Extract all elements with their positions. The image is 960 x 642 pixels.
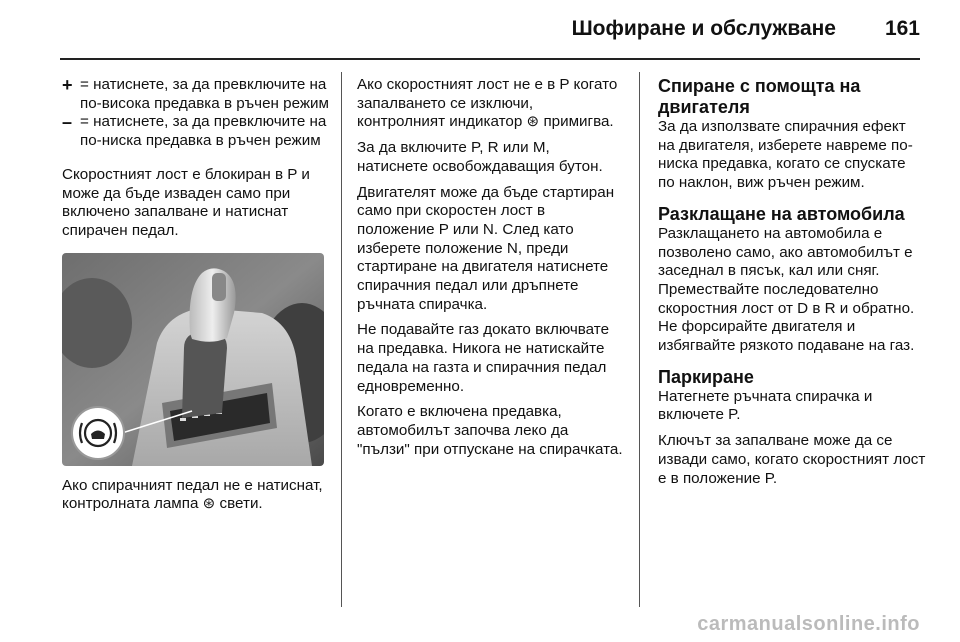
minus-legend [62,113,330,150]
header-rule [60,58,920,60]
warning-lamp-paragraph: Ако спирачният педал не е натиснат, контролната лампа ⊛ свети. [62,476,323,513]
col2-paragraph-1: Ако скоростният лост не е в P когато запалването се изключи, контролният индикатор ⊛ примигва. [357,76,618,131]
col2-paragraph-5: Когато е включена предавка, автомобилът започва леко да "пълзи" при отпускане на спирачката. [357,403,623,458]
heading-parking: Паркиране [658,366,754,387]
minus-icon: – [62,112,73,133]
column-divider-1 [341,72,342,607]
parking-text-2: Ключът за запалване може да се извади само, когато скоростният лост е в положение P. [658,432,926,487]
parking-text-1: Натегнете ръчната спирачка и включете P. [658,387,873,424]
column-2 [357,76,625,466]
column-3 [658,76,926,495]
plus-legend [62,76,330,113]
column-divider-2 [639,72,640,607]
rocking-text: Разклащането на автомобила е позволено само, ако автомобилът е заседнал в пясък, кал или сняг. Премествайте последователно скоростния лост от D в R и обратно. Не форсирайте двигателя и избягвайте рязкото подаване на газ. [658,224,915,355]
column-1 [62,76,330,521]
col2-paragraph-4: Не подавайте газ докато включвате на предавка. Никога не натискайте педала на газта и спирачния педал едновременно. [357,321,610,395]
gear-lever-figure [62,253,324,466]
engine-braking-text: За да използвате спирачния ефект на двигателя, изберете навреме по-ниска предавка, когато се спускате по наклон, виж ръчен режим. [658,118,913,192]
col2-paragraph-2: За да включите P, R или M, натиснете освобождаващия бутон. [357,139,603,175]
heading-rocking: Разклащане на автомобила [658,203,905,224]
plus-icon: + [62,75,73,95]
header-title: Шофиране и обслужване [571,17,836,40]
plus-legend-text: = натиснете, за да превключите на по-висока предавка в ръчен режим [80,76,329,112]
heading-engine-braking: Спиране с помощта на двигателя [658,76,861,117]
watermark: carmanualsonline.info [697,613,920,635]
col2-paragraph-3: Двигателят може да бъде стартиран само при скоростен лост в положение P или N. След като изберете положение N, преди стартиране на двигателя натиснете спирачния педал или дръпнете ръчната спирачка. [357,183,615,313]
gear-lever-paragraph: Скоростният лост е блокиран в P и може да бъде изваден само при включено запалване и натиснат спирачен педал. [62,165,310,239]
page-number: 161 [884,17,920,40]
minus-legend-text: = натиснете, за да превключите на по-ниска предавка в ръчен режим [80,113,327,150]
